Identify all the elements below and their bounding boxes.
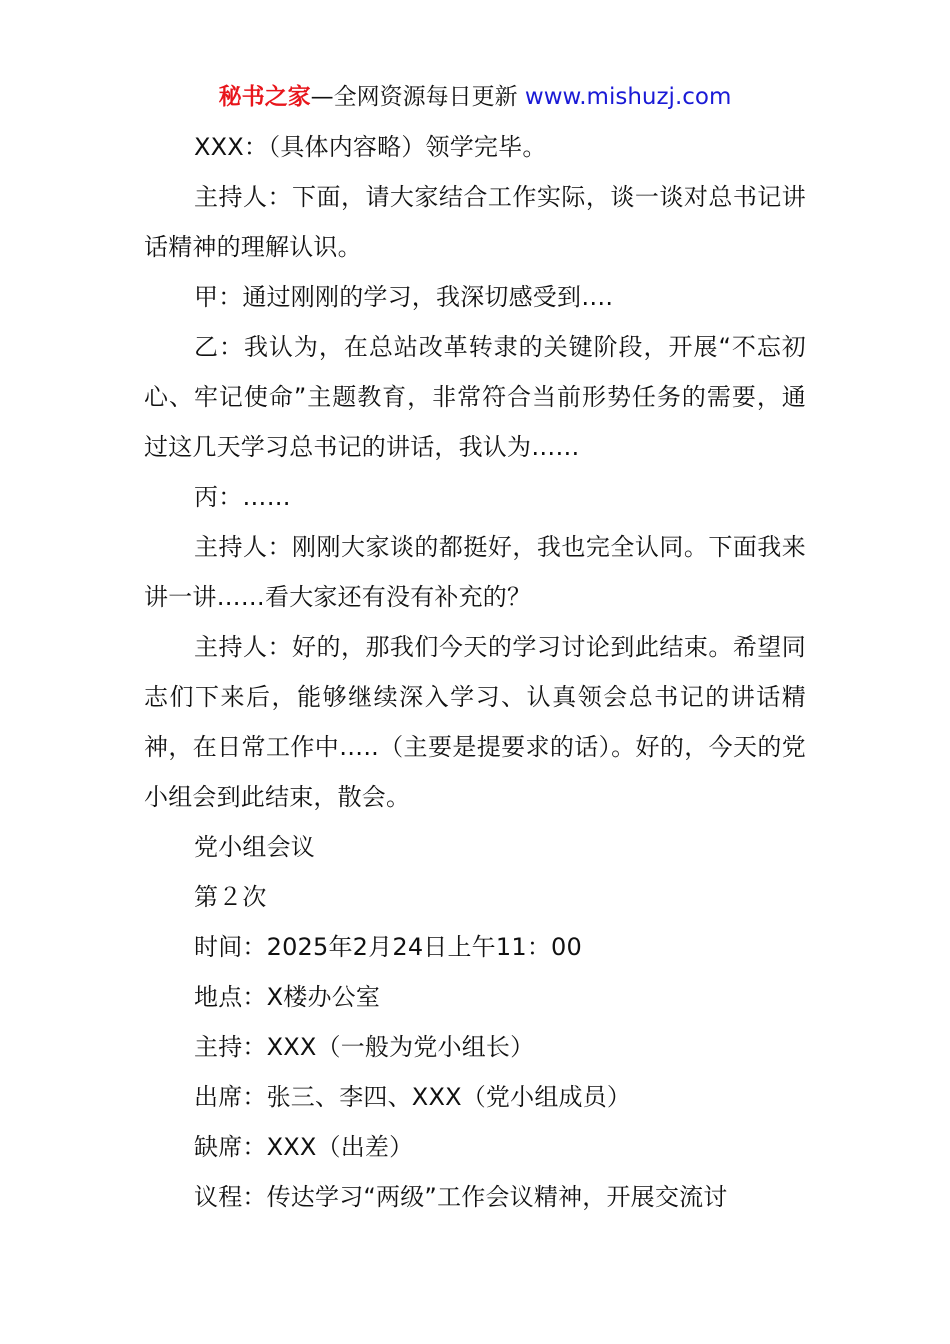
meeting-absentees: 缺席：XXX（出差） (194, 1133, 414, 1161)
meeting-number: 第２次 (194, 883, 267, 911)
meeting-agenda: 议程：传达学习“两级”工作会议精神，开展交流讨 (194, 1183, 728, 1211)
meeting-location: 地点：X楼办公室 (194, 983, 381, 1011)
section-title: 党小组会议 (194, 833, 315, 861)
paragraph-reading-done: XXX：（具体内容略）领学完毕。 (194, 133, 547, 161)
site-header (0, 80, 950, 114)
document-body (144, 122, 806, 1222)
meeting-attendees: 出席：张三、李四、XXX（党小组成员） (194, 1083, 632, 1111)
paragraph-host-prompt: 主持人：下面，请大家结合工作实际，谈一谈对总书记讲话精神的理解认识。 (144, 183, 806, 261)
site-tagline: —全网资源每日更新 (310, 84, 525, 110)
meeting-time: 时间：2025年2月24日上午11：00 (194, 933, 582, 961)
paragraph-speaker-a: 甲：通过刚刚的学习，我深切感受到…. (194, 283, 614, 311)
paragraph-speaker-b: 乙：我认为，在总站改革转隶的关键阶段，开展“不忘初心、牢记使命”主题教育，非常符合当前形势任务的需要，通过这几天学习总书记的讲话，我认为…… (144, 333, 806, 461)
paragraph-host-summary: 主持人：刚刚大家谈的都挺好，我也完全认同。下面我来讲一讲……看大家还有没有补充的？ (144, 533, 806, 611)
paragraph-speaker-c: 丙：…… (194, 483, 291, 511)
meeting-host: 主持：XXX（一般为党小组长） (194, 1033, 535, 1061)
paragraph-host-closing: 主持人：好的，那我们今天的学习讨论到此结束。希望同志们下来后，能够继续深入学习、认真领会总书记的讲话精神，在日常工作中…..（主要是提要求的话）。好的，今天的党小组会到此结束，散会。 (144, 633, 806, 811)
site-url[interactable]: www.mishuzj.com (524, 84, 732, 110)
site-brand: 秘书之家 (218, 84, 311, 110)
